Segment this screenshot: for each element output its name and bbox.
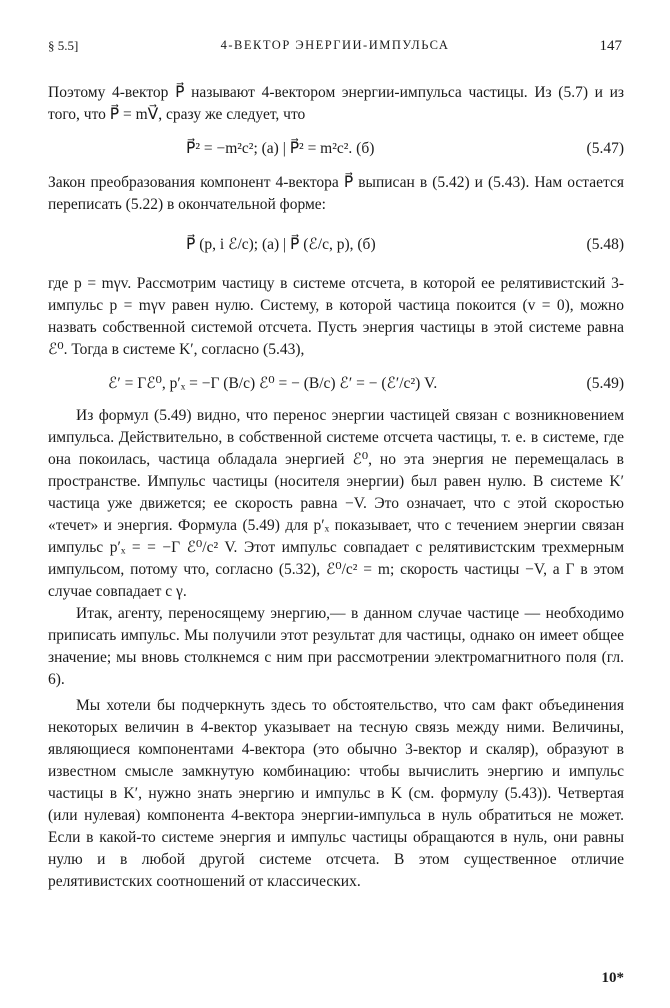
equation-number: (5.47) (586, 140, 624, 157)
equation-formula: P⃗ (p, i ℰ/c); (а) | P⃗ (ℰ/c, p), (б) (186, 236, 376, 253)
signature-mark: 10* (601, 970, 624, 986)
equation-number: (5.48) (586, 236, 624, 253)
section-label: § 5.5] (48, 38, 79, 53)
equation-5-49 (48, 367, 624, 401)
equation-formula: P⃗² = −m²c²; (а) | P⃗² = m²c². (б) (186, 140, 375, 157)
page-number: 147 (599, 38, 622, 54)
paragraph-3: где p = mγv. Рассмотрим частицу в системе отсчета, в которой ее релятивистский 3-импульс p = mγv равен нулю. Систему, в которой частица покоится (v = 0), можно назвать собственной системой отсчета. Пусть энергия частицы в этой системе равна ℰ⁰. Тогда в системе K′, согласно (5.43), (48, 275, 624, 358)
running-header (48, 38, 622, 58)
equation-5-48 (48, 225, 624, 265)
equation-5-47 (48, 134, 624, 164)
equation-formula: ℰ′ = Γℰ⁰, p′ₓ = −Γ (B/c) ℰ⁰ = − (B/c) ℰ′ = − (ℰ′/c²) V. (108, 375, 438, 392)
paragraph-5: Итак, агенту, переносящему энергию,— в данном случае частице — необходимо приписать импульс. Мы получили этот результат для частицы, однако он имеет общее значение; мы вновь столкнемся с ним при рассмотрении электромагнитного поля (гл. 6). (48, 605, 624, 688)
page-body (48, 82, 624, 893)
chapter-title: 4-ВЕКТОР ЭНЕРГИИ-ИМПУЛЬСА (220, 38, 450, 52)
equation-number: (5.49) (586, 375, 624, 392)
paragraph-6: Мы хотели бы подчеркнуть здесь то обстоятельство, что сам факт объединения некоторых величин в 4-вектор указывает на тесную связь между ними. Величины, являющиеся компонентами 4-вектора (это обычно 3-вектор и скаляр), образуют в известном смысле замкнутую комбинацию: чтобы вычислить энергию и импульс частицы в K′, нужно знать энергию и импульс в K (см. формулу (5.43)). Четвертая (или нулевая) компонента 4-вектора энергии-импульса в нуль обратиться не может. Если в какой-то системе энергия и импульс частицы обращаются в нуль, они равны нулю и в любой другой системе отсчета. В этом существенное отличие релятивистских соотношений от классических. (48, 697, 624, 890)
paragraph-1: Поэтому 4-вектор P⃗ называют 4-вектором энергии-импульса частицы. Из (5.7) и из того, что P⃗ = mV⃗, сразу же следует, что (48, 84, 624, 123)
paragraph-2: Закон преобразования компонент 4-вектора P⃗ выписан в (5.42) и (5.43). Нам остается переписать (5.22) в окончательной форме: (48, 174, 624, 213)
paragraph-4: Из формул (5.49) видно, что перенос энергии частицей связан с возникновением импульса. Действительно, в собственной системе отсчета частицы, т. е. в системе, где она покоилась, частица обладала энергией ℰ⁰, но эта энергия не перемещалась в пространстве. Импульс частицы (носителя энергии) был равен нулю. В системе K′ частица уже движется; ее скорость равна −V. Это означает, что с этой скоростью «течет» и энергия. Формула (5.49) для p′ₓ показывает, что с течением энергии связан импульс p′ₓ = = −Γ ℰ⁰/c² V. Этот импульс совпадает с релятивистским трехмерным импульсом, потому что, согласно (5.32), ℰ⁰/c² = m; скорость частицы −V, а Γ в этом случае совпадает с γ. (48, 407, 624, 600)
